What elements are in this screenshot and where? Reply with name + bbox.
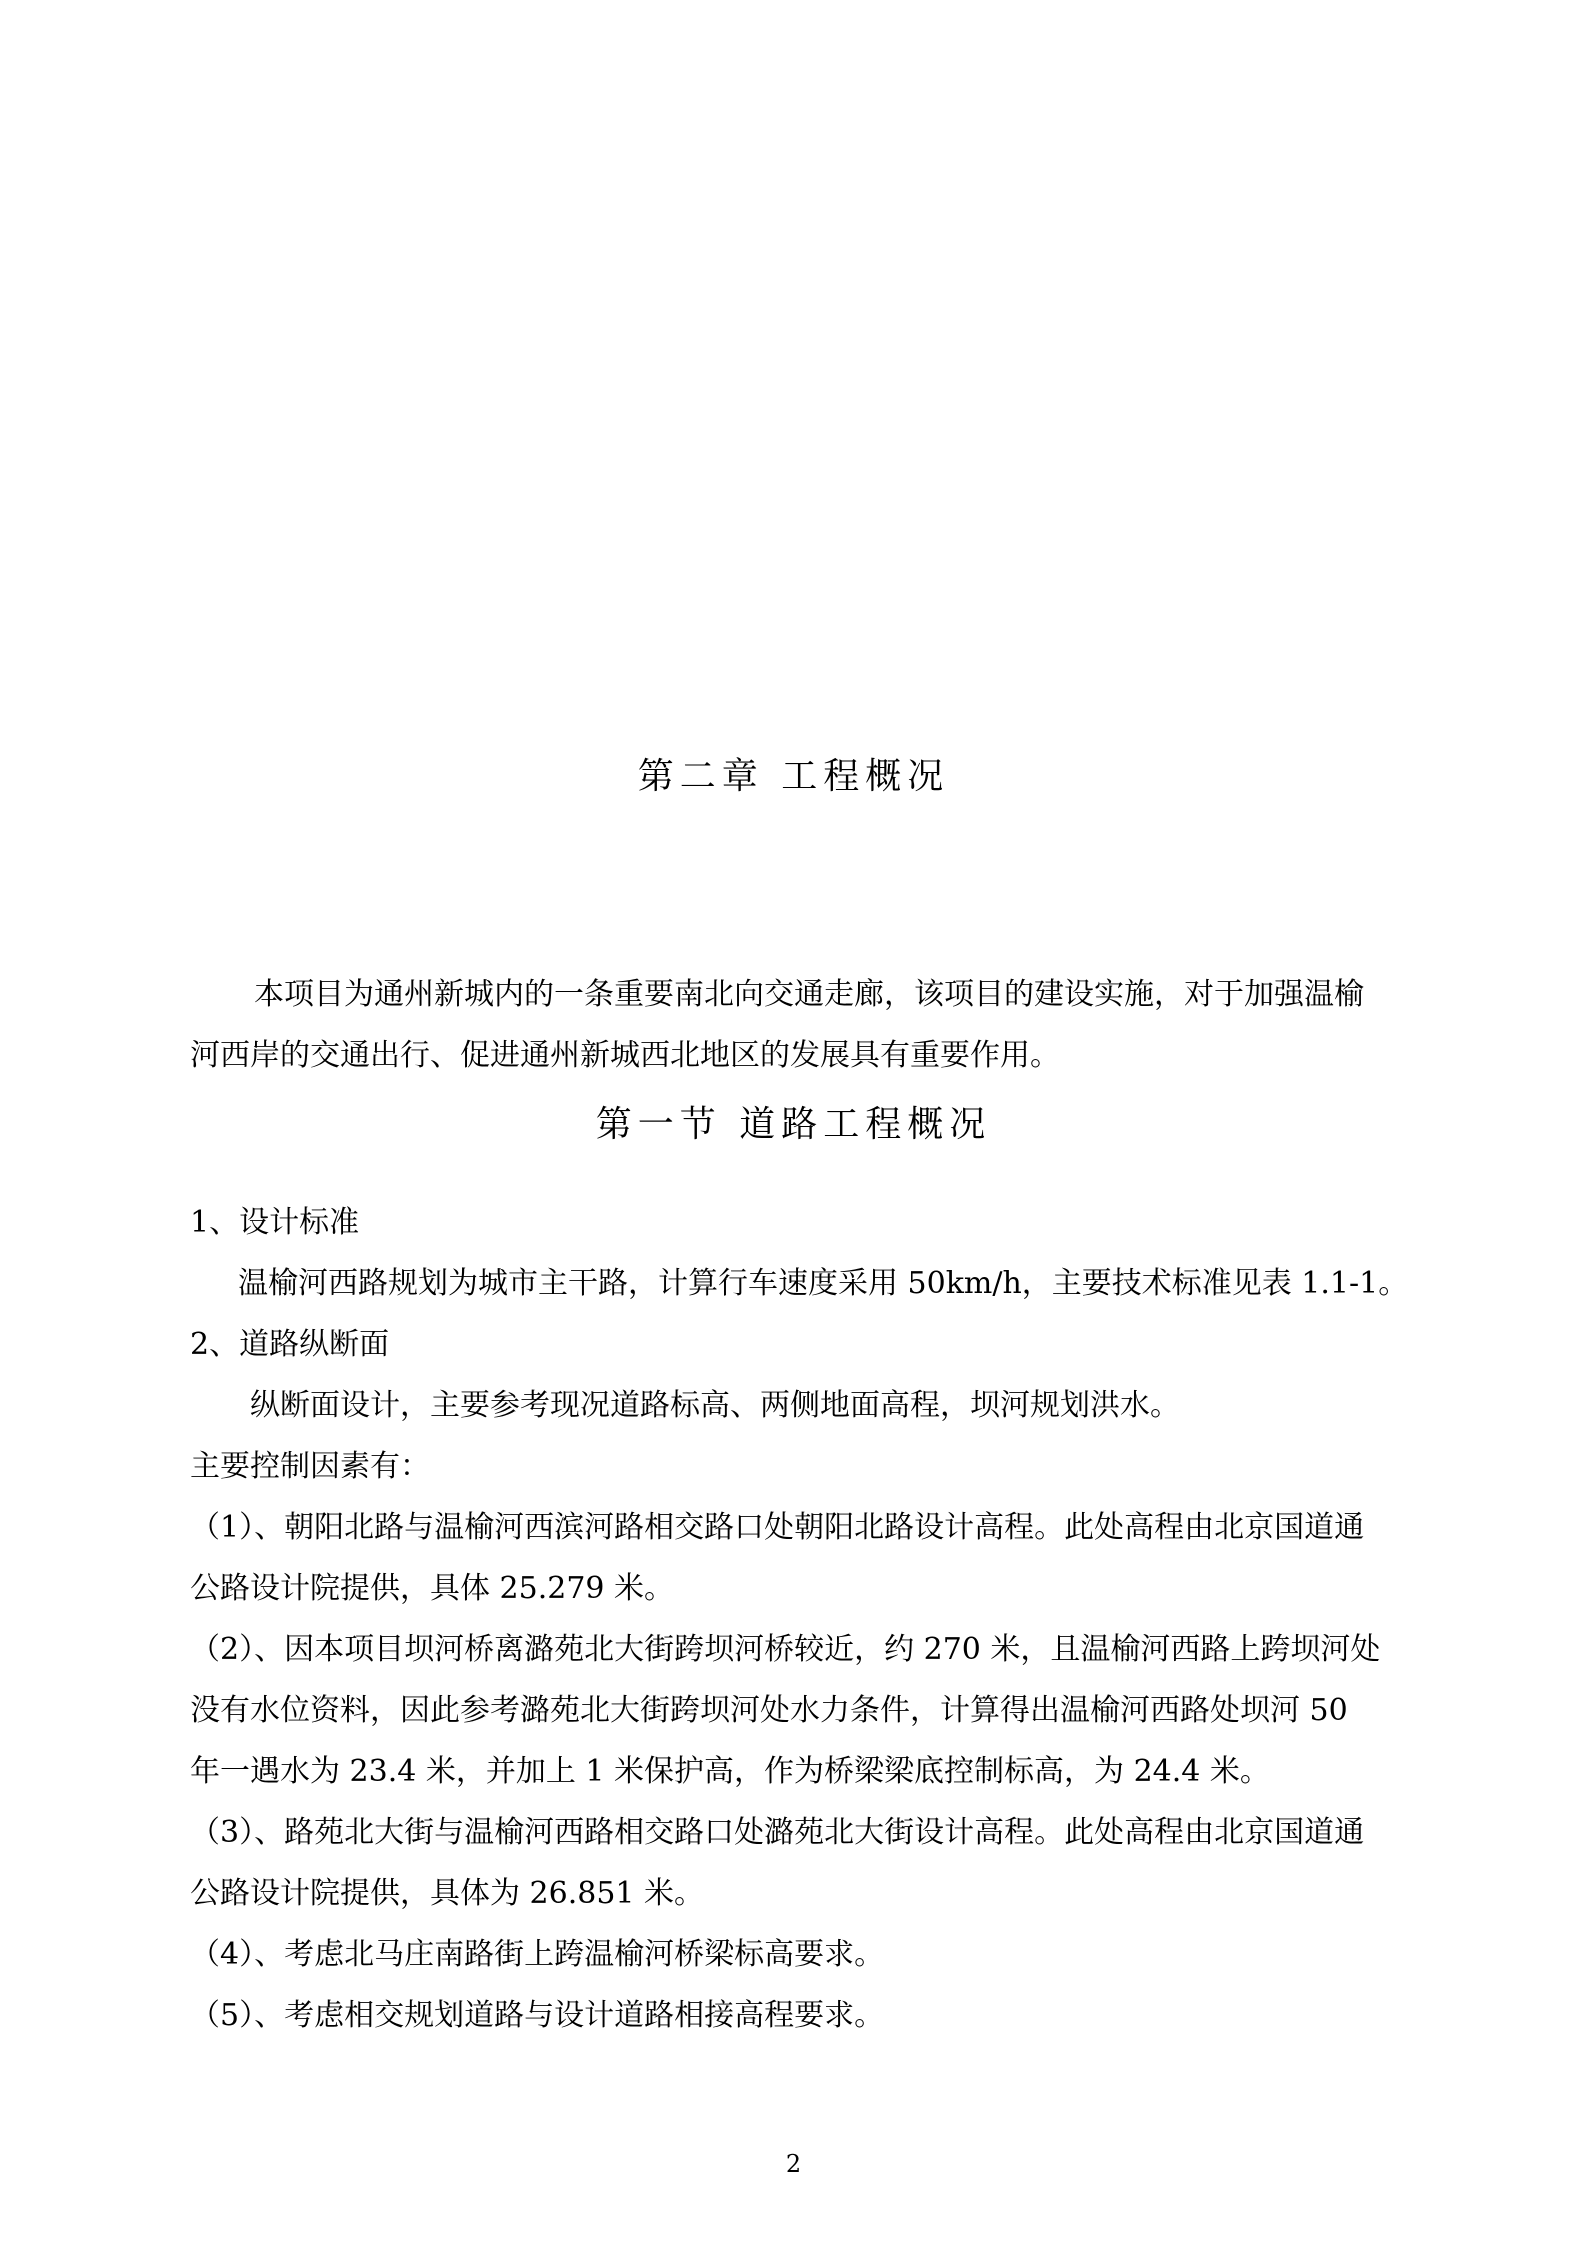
control-item-5: （5）、考虑相交规划道路与设计道路相接高程要求。 <box>190 1998 885 2033</box>
control-item-3-line-2: 公路设计院提供，具体为 26.851 米。 <box>190 1876 705 1911</box>
heading-design-standard: 1、设计标准 <box>190 1205 360 1240</box>
road-profile-text: 纵断面设计，主要参考现况道路标高、两侧地面高程，坝河规划洪水。 <box>250 1388 1180 1423</box>
intro-paragraph-line-2: 河西岸的交通出行、促进通州新城西北地区的发展具有重要作用。 <box>190 1038 1060 1073</box>
control-item-4: （4）、考虑北马庄南路街上跨温榆河桥梁标高要求。 <box>190 1937 885 1972</box>
section-title: 第一节 道路工程概况 <box>595 1104 992 1145</box>
chapter-title: 第二章 工程概况 <box>637 756 950 797</box>
control-item-1-line-1: （1）、朝阳北路与温榆河西滨河路相交路口处朝阳北路设计高程。此处高程由北京国道通 <box>190 1510 1365 1545</box>
control-factors-heading: 主要控制因素有： <box>190 1449 430 1484</box>
control-item-2-line-1: （2）、因本项目坝河桥离潞苑北大街跨坝河桥较近，约 270 米，且温榆河西路上跨坝河处 <box>190 1632 1381 1667</box>
intro-paragraph-line-1: 本项目为通州新城内的一条重要南北向交通走廊，该项目的建设实施，对于加强温榆 <box>254 977 1364 1012</box>
control-item-2-line-2: 没有水位资料，因此参考潞苑北大街跨坝河处水力条件，计算得出温榆河西路处坝河 50 <box>190 1693 1348 1728</box>
heading-road-profile: 2、道路纵断面 <box>190 1327 390 1362</box>
control-item-2-line-3: 年一遇水为 23.4 米，并加上 1 米保护高，作为桥梁梁底控制标高，为 24.4 米。 <box>190 1754 1270 1789</box>
design-standard-text: 温榆河西路规划为城市主干路，计算行车速度采用 50km/h，主要技术标准见表 1.1-1。 <box>238 1266 1409 1301</box>
page-number: 2 <box>785 2150 802 2178</box>
control-item-1-line-2: 公路设计院提供，具体 25.279 米。 <box>190 1571 675 1606</box>
control-item-3-line-1: （3）、路苑北大街与温榆河西路相交路口处潞苑北大街设计高程。此处高程由北京国道通 <box>190 1815 1365 1850</box>
